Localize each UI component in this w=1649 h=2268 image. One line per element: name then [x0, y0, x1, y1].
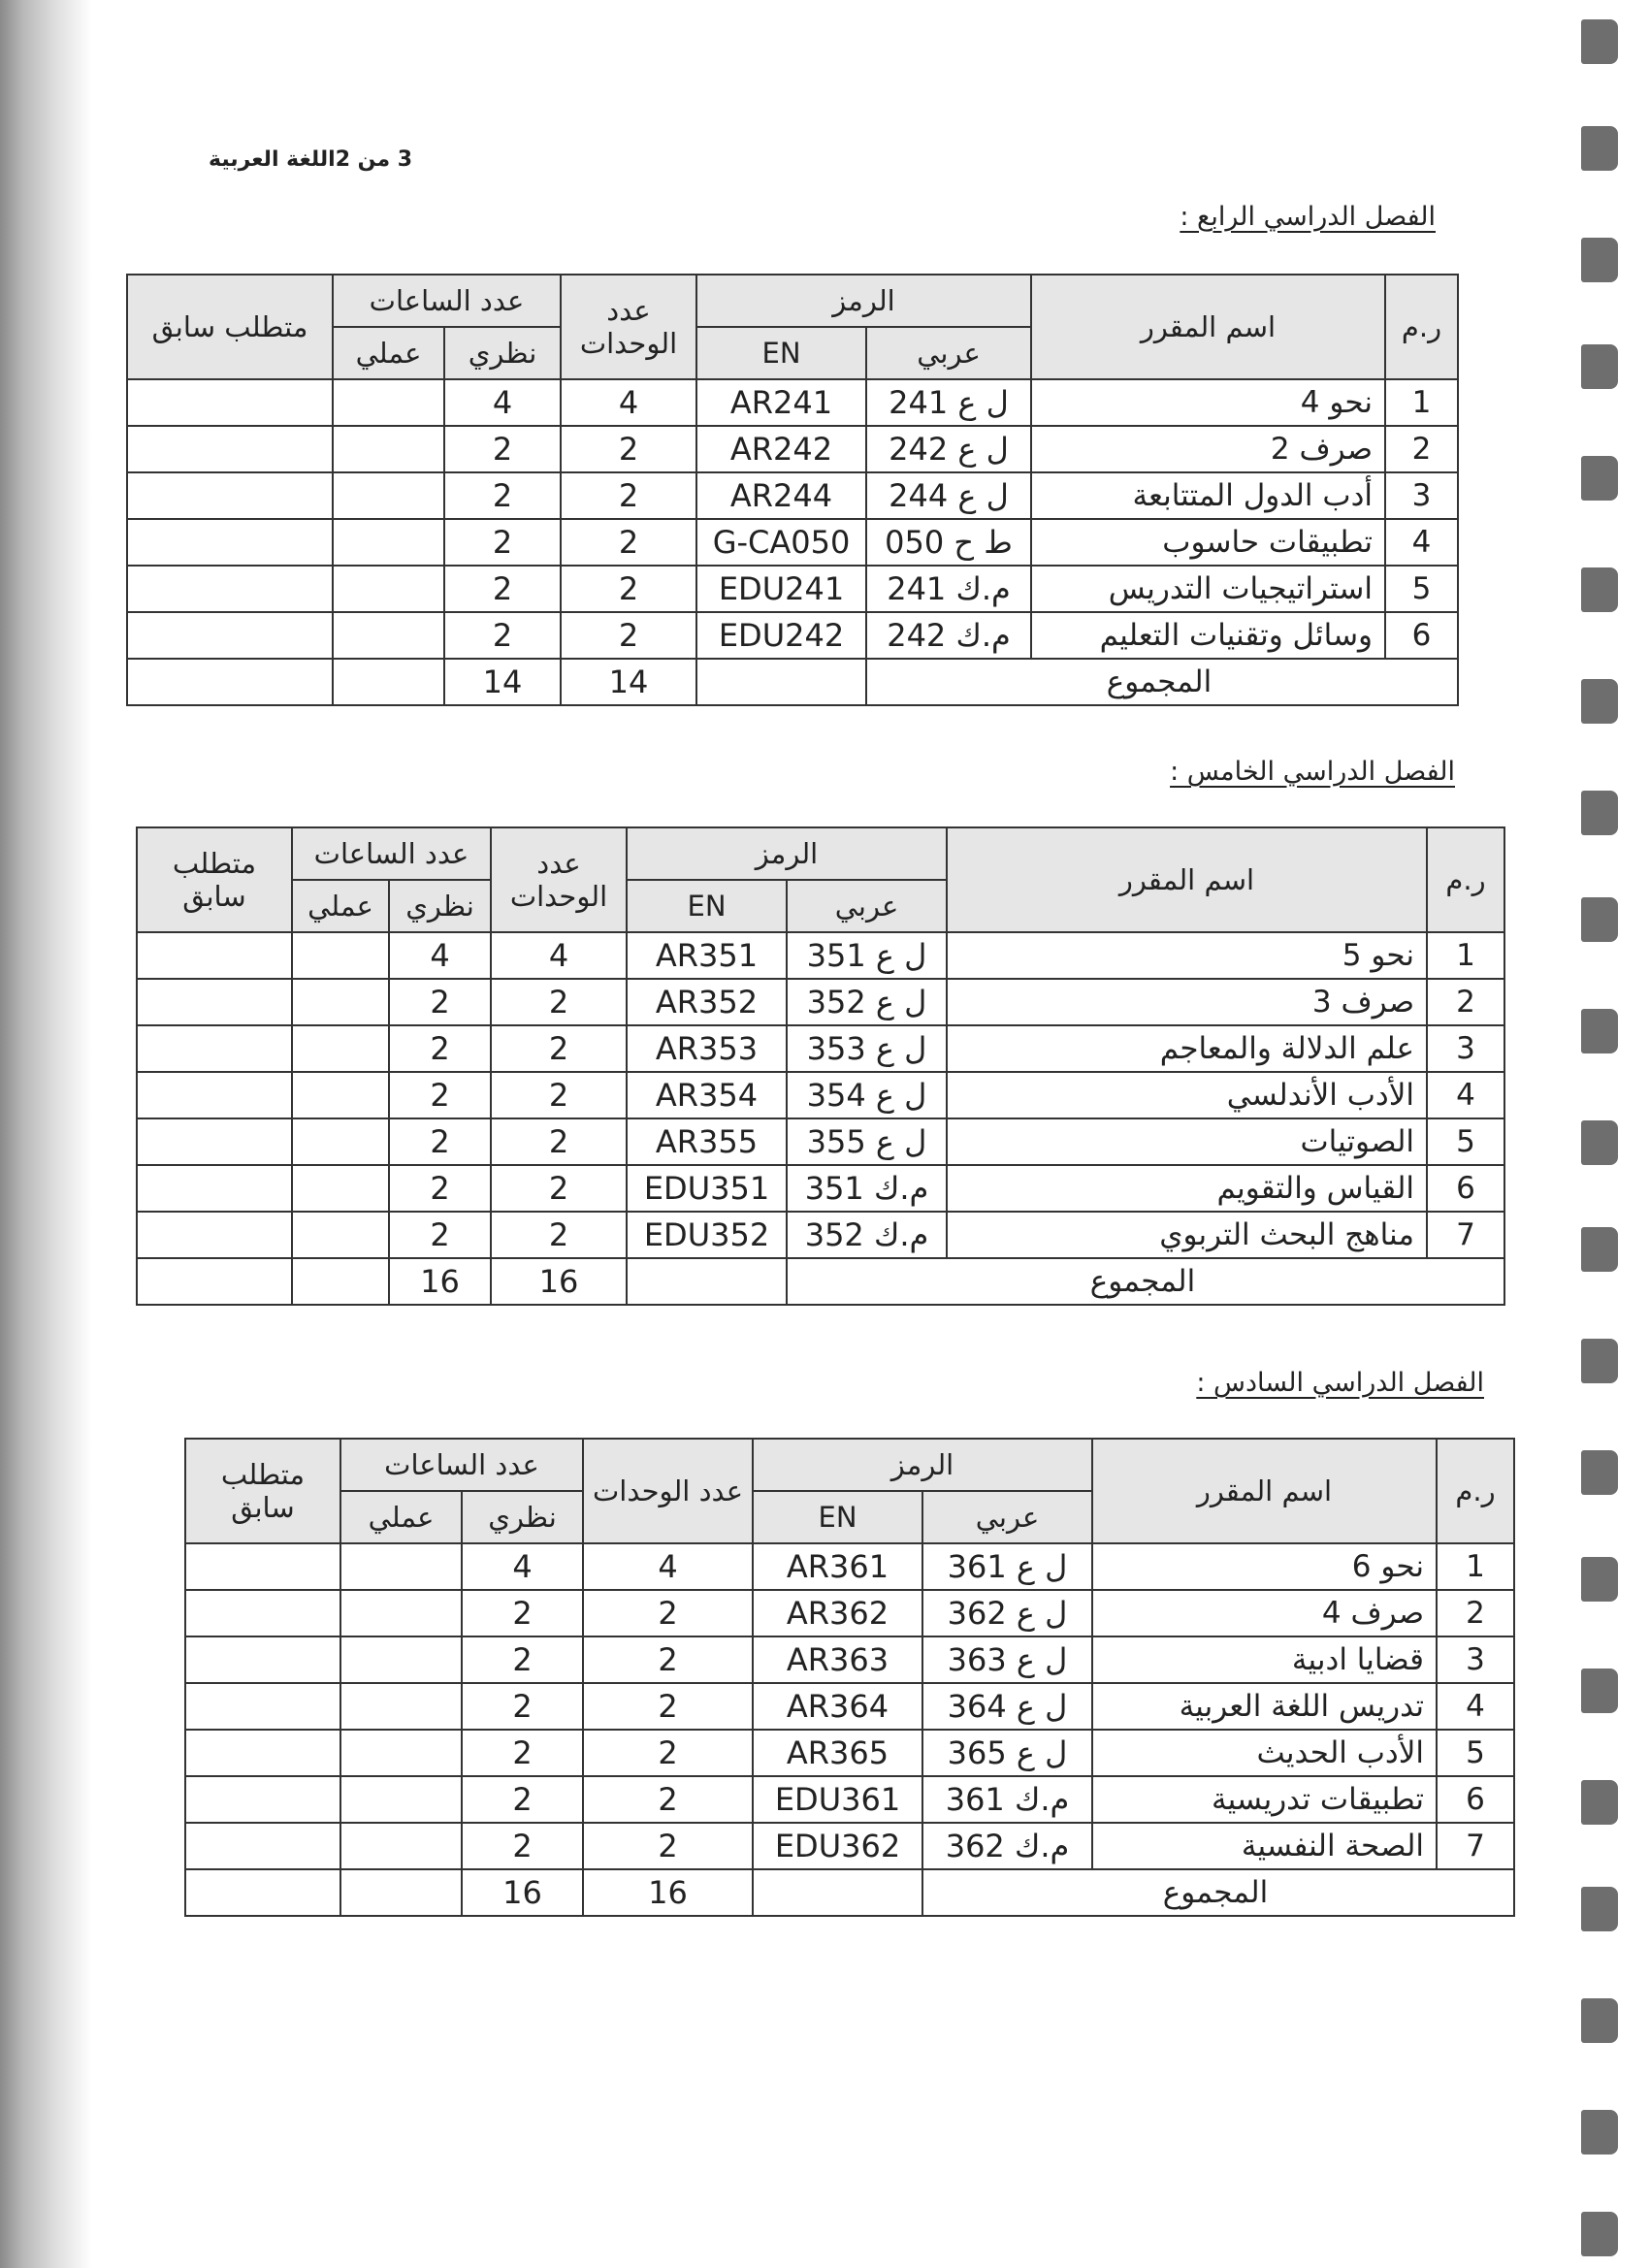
practical-hours	[340, 1543, 462, 1590]
total-prereq	[137, 1258, 292, 1305]
code-ar: ل ع 361	[922, 1543, 1092, 1590]
practical-hours	[292, 1165, 389, 1212]
course-name: تطبيقات حاسوب	[1031, 519, 1385, 566]
code-en: AR362	[753, 1590, 922, 1636]
table-row	[137, 1072, 1504, 1118]
row-no: 3	[1385, 472, 1458, 519]
prerequisite	[127, 472, 333, 519]
units: 2	[491, 1118, 627, 1165]
binding-hole	[1581, 126, 1618, 171]
prerequisite	[137, 979, 292, 1025]
row-no: 7	[1437, 1823, 1514, 1869]
total-units: 14	[561, 659, 696, 705]
col-header-code-en: EN	[627, 880, 787, 932]
code-en: AR244	[696, 472, 866, 519]
binding-hole	[1581, 2110, 1618, 2155]
theory-hours: 2	[462, 1683, 583, 1730]
col-header-course-name: اسم المقرر	[1031, 275, 1385, 379]
code-en: EDU361	[753, 1776, 922, 1823]
practical-hours	[333, 472, 444, 519]
code-en: EDU351	[627, 1165, 787, 1212]
course-name: نحو 6	[1092, 1543, 1437, 1590]
units: 2	[491, 1025, 627, 1072]
binding-hole	[1581, 1557, 1618, 1602]
prerequisite	[127, 519, 333, 566]
total-row	[137, 1258, 1504, 1305]
units: 2	[561, 566, 696, 612]
row-no: 2	[1437, 1590, 1514, 1636]
theory-hours: 2	[462, 1636, 583, 1683]
course-name: تطبيقات تدريسية	[1092, 1776, 1437, 1823]
theory-hours: 2	[389, 1212, 491, 1258]
course-name: الصحة النفسية	[1092, 1823, 1437, 1869]
binding-hole	[1581, 1998, 1618, 2043]
col-header-prereq: متطلب سابق	[185, 1439, 340, 1543]
table-row	[137, 1165, 1504, 1212]
units: 2	[583, 1636, 753, 1683]
course-name: صرف 3	[947, 979, 1427, 1025]
units: 4	[561, 379, 696, 426]
theory-hours: 4	[444, 379, 561, 426]
course-name: صرف 4	[1092, 1590, 1437, 1636]
code-ar: ل ع 355	[787, 1118, 947, 1165]
theory-hours: 2	[444, 426, 561, 472]
theory-hours: 2	[444, 519, 561, 566]
code-en: AR353	[627, 1025, 787, 1072]
practical-hours	[292, 1025, 389, 1072]
col-header-theory: نظري	[462, 1491, 583, 1543]
row-no: 7	[1427, 1212, 1504, 1258]
table-row	[137, 1025, 1504, 1072]
units: 2	[583, 1683, 753, 1730]
units: 2	[491, 1072, 627, 1118]
code-ar: ل ع 362	[922, 1590, 1092, 1636]
table-row	[137, 1212, 1504, 1258]
col-header-code: الرمز	[696, 275, 1031, 327]
col-header-prereq: متطلب سابق	[137, 827, 292, 932]
total-row	[127, 659, 1458, 705]
col-header-no: ر.م	[1437, 1439, 1514, 1543]
code-ar: م.ك 352	[787, 1212, 947, 1258]
table-row	[127, 379, 1458, 426]
spiral-binding	[1562, 0, 1630, 2268]
course-name: علم الدلالة والمعاجم	[947, 1025, 1427, 1072]
col-header-no: ر.م	[1385, 275, 1458, 379]
row-no: 1	[1437, 1543, 1514, 1590]
code-ar: ل ع 352	[787, 979, 947, 1025]
prerequisite	[185, 1776, 340, 1823]
table-row	[127, 426, 1458, 472]
practical-hours	[292, 1212, 389, 1258]
course-name: الصوتيات	[947, 1118, 1427, 1165]
row-no: 1	[1385, 379, 1458, 426]
table-row	[185, 1543, 1514, 1590]
practical-hours	[333, 426, 444, 472]
total-row	[185, 1869, 1514, 1916]
table-row	[127, 566, 1458, 612]
practical-hours	[333, 566, 444, 612]
total-practical	[340, 1869, 462, 1916]
code-ar: ل ع 364	[922, 1683, 1092, 1730]
code-en: AR352	[627, 979, 787, 1025]
prerequisite	[137, 1212, 292, 1258]
binding-hole	[1581, 19, 1618, 64]
prerequisite	[137, 1165, 292, 1212]
binding-hole	[1581, 344, 1618, 389]
binding-hole	[1581, 1669, 1618, 1713]
theory-hours: 2	[462, 1823, 583, 1869]
practical-hours	[292, 1118, 389, 1165]
binding-hole	[1581, 2212, 1618, 2256]
code-ar: ل ع 354	[787, 1072, 947, 1118]
code-en: AR241	[696, 379, 866, 426]
binding-hole	[1581, 791, 1618, 835]
total-theory: 14	[444, 659, 561, 705]
total-code-en	[696, 659, 866, 705]
practical-hours	[340, 1636, 462, 1683]
row-no: 6	[1437, 1776, 1514, 1823]
row-no: 5	[1437, 1730, 1514, 1776]
col-header-practical: عملي	[333, 327, 444, 379]
prerequisite	[127, 379, 333, 426]
total-label: المجموع	[787, 1258, 1504, 1305]
total-theory: 16	[389, 1258, 491, 1305]
total-code-en	[753, 1869, 922, 1916]
code-en: AR365	[753, 1730, 922, 1776]
course-table	[136, 826, 1505, 1306]
course-name: استراتيجيات التدريس	[1031, 566, 1385, 612]
binding-hole	[1581, 238, 1618, 282]
code-en: AR361	[753, 1543, 922, 1590]
binding-hole	[1581, 1120, 1618, 1165]
code-en: AR355	[627, 1118, 787, 1165]
code-ar: ل ع 244	[866, 472, 1031, 519]
table-row	[137, 932, 1504, 979]
col-header-code-en: EN	[696, 327, 866, 379]
course-name: نحو 4	[1031, 379, 1385, 426]
code-en: EDU352	[627, 1212, 787, 1258]
practical-hours	[292, 1072, 389, 1118]
col-header-course-name: اسم المقرر	[947, 827, 1427, 932]
course-name: الأدب الحديث	[1092, 1730, 1437, 1776]
practical-hours	[333, 519, 444, 566]
theory-hours: 4	[462, 1543, 583, 1590]
col-header-units: عدد الوحدات	[561, 275, 696, 379]
binding-hole	[1581, 1450, 1618, 1495]
col-header-code: الرمز	[627, 827, 947, 880]
col-header-hours: عدد الساعات	[333, 275, 561, 327]
theory-hours: 4	[389, 932, 491, 979]
table-row	[185, 1636, 1514, 1683]
prerequisite	[185, 1823, 340, 1869]
units: 2	[491, 1165, 627, 1212]
binding-hole	[1581, 679, 1618, 724]
total-practical	[292, 1258, 389, 1305]
course-name: وسائل وتقنيات التعليم	[1031, 612, 1385, 659]
binding-hole	[1581, 1227, 1618, 1272]
code-en: EDU242	[696, 612, 866, 659]
binding-hole	[1581, 1887, 1618, 1931]
semester-title: الفصل الدراسي السادس :	[1196, 1368, 1484, 1398]
code-en: EDU241	[696, 566, 866, 612]
theory-hours: 2	[444, 566, 561, 612]
code-en: G-CA050	[696, 519, 866, 566]
binding-hole	[1581, 897, 1618, 942]
binding-hole	[1581, 456, 1618, 501]
binding-hole	[1581, 1780, 1618, 1825]
prerequisite	[185, 1636, 340, 1683]
units: 2	[561, 519, 696, 566]
total-label: المجموع	[922, 1869, 1514, 1916]
theory-hours: 2	[389, 1118, 491, 1165]
total-label: المجموع	[866, 659, 1458, 705]
row-no: 3	[1427, 1025, 1504, 1072]
theory-hours: 2	[462, 1730, 583, 1776]
table-row	[185, 1683, 1514, 1730]
theory-hours: 2	[389, 1025, 491, 1072]
code-ar: ل ع 241	[866, 379, 1031, 426]
practical-hours	[292, 932, 389, 979]
course-name: القياس والتقويم	[947, 1165, 1427, 1212]
units: 2	[583, 1823, 753, 1869]
table-row	[137, 1118, 1504, 1165]
col-header-code-ar: عربي	[787, 880, 947, 932]
scan-edge-shadow	[0, 0, 92, 2268]
col-header-code-ar: عربي	[922, 1491, 1092, 1543]
col-header-theory: نظري	[389, 880, 491, 932]
theory-hours: 2	[389, 1072, 491, 1118]
course-name: تدريس اللغة العربية	[1092, 1683, 1437, 1730]
prerequisite	[185, 1590, 340, 1636]
col-header-units: عدد الوحدات	[583, 1439, 753, 1543]
code-en: EDU362	[753, 1823, 922, 1869]
row-no: 4	[1385, 519, 1458, 566]
course-name: نحو 5	[947, 932, 1427, 979]
total-code-en	[627, 1258, 787, 1305]
col-header-code-en: EN	[753, 1491, 922, 1543]
units: 4	[491, 932, 627, 979]
prerequisite	[137, 932, 292, 979]
practical-hours	[340, 1730, 462, 1776]
row-no: 5	[1427, 1118, 1504, 1165]
semester-title: الفصل الدراسي الرابع :	[1180, 202, 1436, 232]
code-ar: ل ع 351	[787, 932, 947, 979]
units: 2	[561, 426, 696, 472]
row-no: 3	[1437, 1636, 1514, 1683]
prerequisite	[127, 612, 333, 659]
course-table	[184, 1438, 1515, 1917]
total-units: 16	[583, 1869, 753, 1916]
col-header-code: الرمز	[753, 1439, 1092, 1491]
table-row	[127, 472, 1458, 519]
col-header-course-name: اسم المقرر	[1092, 1439, 1437, 1543]
units: 2	[561, 612, 696, 659]
code-en: AR351	[627, 932, 787, 979]
binding-hole	[1581, 1009, 1618, 1053]
total-theory: 16	[462, 1869, 583, 1916]
course-name: الأدب الأندلسي	[947, 1072, 1427, 1118]
practical-hours	[340, 1776, 462, 1823]
theory-hours: 2	[462, 1590, 583, 1636]
course-name: أدب الدول المتتابعة	[1031, 472, 1385, 519]
course-name: مناهج البحث التربوي	[947, 1212, 1427, 1258]
total-prereq	[127, 659, 333, 705]
units: 2	[583, 1730, 753, 1776]
code-ar: م.ك 241	[866, 566, 1031, 612]
theory-hours: 2	[389, 1165, 491, 1212]
row-no: 2	[1427, 979, 1504, 1025]
col-header-prereq: متطلب سابق	[127, 275, 333, 379]
page-header: 3 من 2اللغة العربية	[209, 147, 413, 172]
code-en: AR354	[627, 1072, 787, 1118]
table-row	[127, 519, 1458, 566]
prerequisite	[127, 566, 333, 612]
row-no: 4	[1437, 1683, 1514, 1730]
col-header-practical: عملي	[292, 880, 389, 932]
units: 2	[491, 979, 627, 1025]
course-name: قضايا ادبية	[1092, 1636, 1437, 1683]
units: 2	[583, 1590, 753, 1636]
col-header-hours: عدد الساعات	[292, 827, 491, 880]
table-row	[185, 1823, 1514, 1869]
theory-hours: 2	[462, 1776, 583, 1823]
theory-hours: 2	[389, 979, 491, 1025]
practical-hours	[333, 612, 444, 659]
code-ar: ل ع 242	[866, 426, 1031, 472]
theory-hours: 2	[444, 472, 561, 519]
binding-hole	[1581, 567, 1618, 612]
col-header-hours: عدد الساعات	[340, 1439, 583, 1491]
code-ar: م.ك 362	[922, 1823, 1092, 1869]
course-name: صرف 2	[1031, 426, 1385, 472]
prerequisite	[137, 1118, 292, 1165]
code-ar: ل ع 365	[922, 1730, 1092, 1776]
theory-hours: 2	[444, 612, 561, 659]
code-en: AR364	[753, 1683, 922, 1730]
course-table	[126, 274, 1459, 706]
row-no: 6	[1427, 1165, 1504, 1212]
row-no: 1	[1427, 932, 1504, 979]
code-en: AR242	[696, 426, 866, 472]
units: 4	[583, 1543, 753, 1590]
code-ar: ل ع 363	[922, 1636, 1092, 1683]
total-prereq	[185, 1869, 340, 1916]
total-units: 16	[491, 1258, 627, 1305]
col-header-no: ر.م	[1427, 827, 1504, 932]
semester-title: الفصل الدراسي الخامس :	[1170, 757, 1455, 787]
row-no: 4	[1427, 1072, 1504, 1118]
table-row	[127, 612, 1458, 659]
prerequisite	[127, 426, 333, 472]
units: 2	[561, 472, 696, 519]
col-header-code-ar: عربي	[866, 327, 1031, 379]
units: 2	[583, 1776, 753, 1823]
col-header-theory: نظري	[444, 327, 561, 379]
binding-hole	[1581, 1339, 1618, 1383]
table-row	[185, 1590, 1514, 1636]
row-no: 5	[1385, 566, 1458, 612]
row-no: 2	[1385, 426, 1458, 472]
table-row	[137, 979, 1504, 1025]
table-row	[185, 1776, 1514, 1823]
code-ar: ط ح 050	[866, 519, 1031, 566]
prerequisite	[137, 1025, 292, 1072]
prerequisite	[185, 1730, 340, 1776]
prerequisite	[185, 1683, 340, 1730]
table-row	[185, 1730, 1514, 1776]
practical-hours	[333, 379, 444, 426]
practical-hours	[340, 1590, 462, 1636]
code-ar: م.ك 351	[787, 1165, 947, 1212]
practical-hours	[340, 1823, 462, 1869]
units: 2	[491, 1212, 627, 1258]
prerequisite	[137, 1072, 292, 1118]
practical-hours	[292, 979, 389, 1025]
code-ar: م.ك 242	[866, 612, 1031, 659]
code-ar: ل ع 353	[787, 1025, 947, 1072]
total-practical	[333, 659, 444, 705]
col-header-practical: عملي	[340, 1491, 462, 1543]
row-no: 6	[1385, 612, 1458, 659]
col-header-units: عدد الوحدات	[491, 827, 627, 932]
code-ar: م.ك 361	[922, 1776, 1092, 1823]
code-en: AR363	[753, 1636, 922, 1683]
prerequisite	[185, 1543, 340, 1590]
practical-hours	[340, 1683, 462, 1730]
